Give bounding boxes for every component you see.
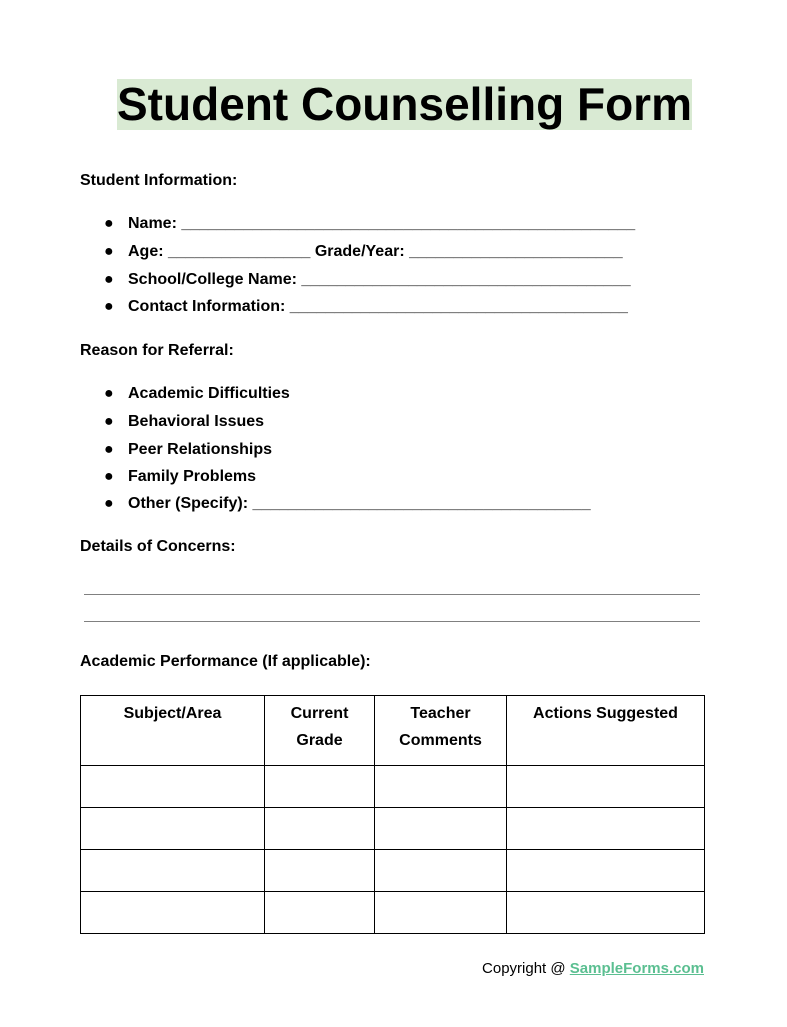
concerns-heading: Details of Concerns: (80, 538, 236, 555)
table-cell[interactable] (375, 808, 507, 850)
table-cell[interactable] (375, 850, 507, 892)
academic-heading: Academic Performance (If applicable): (80, 653, 371, 670)
table-cell[interactable] (81, 850, 265, 892)
table-cell[interactable] (81, 808, 265, 850)
table-cell[interactable] (265, 892, 375, 934)
writing-line (84, 621, 700, 622)
table-cell[interactable] (375, 766, 507, 808)
list-item: ● Other (Specify): ______________________________________ (104, 495, 591, 512)
table-header-row (81, 696, 705, 766)
table-cell[interactable] (507, 892, 705, 934)
column-header: Subject/Area (81, 696, 265, 766)
footer: Copyright @ SampleForms.com (482, 960, 704, 977)
table-row (81, 766, 705, 808)
list-item: ● Contact Information: ______________________________________ (104, 298, 628, 315)
table-cell[interactable] (81, 892, 265, 934)
samplefoms-link[interactable]: SampleForms.com (569, 960, 704, 977)
table-cell[interactable] (265, 808, 375, 850)
list-item: ● Name: ___________________________________________________ (104, 215, 636, 232)
table-cell[interactable] (507, 850, 705, 892)
table-row (81, 892, 705, 934)
list-item: ● Age: ________________ Grade/Year: ________________________ (104, 243, 623, 260)
academic-table (80, 695, 705, 934)
table-cell[interactable] (375, 892, 507, 934)
table-cell[interactable] (507, 808, 705, 850)
list-item: ● School/College Name: _____________________________________ (104, 271, 631, 288)
table-row (81, 850, 705, 892)
column-header: Teacher Comments (375, 696, 507, 766)
table-row (81, 808, 705, 850)
writing-line (84, 594, 700, 595)
column-header: Current Grade (265, 696, 375, 766)
list-item: ● Academic Difficulties (104, 385, 290, 402)
page-title: Student Counselling Form (117, 78, 692, 130)
table-cell[interactable] (265, 850, 375, 892)
table-cell[interactable] (265, 766, 375, 808)
referral-heading: Reason for Referral: (80, 342, 234, 359)
student-info-heading: Student Information: (80, 172, 238, 189)
list-item: ● Family Problems (104, 468, 257, 485)
list-item: ● Peer Relationships (104, 441, 273, 458)
table-cell[interactable] (81, 766, 265, 808)
column-header: Actions Suggested (507, 696, 705, 766)
table-cell[interactable] (507, 766, 705, 808)
list-item: ● Behavioral Issues (104, 413, 265, 430)
